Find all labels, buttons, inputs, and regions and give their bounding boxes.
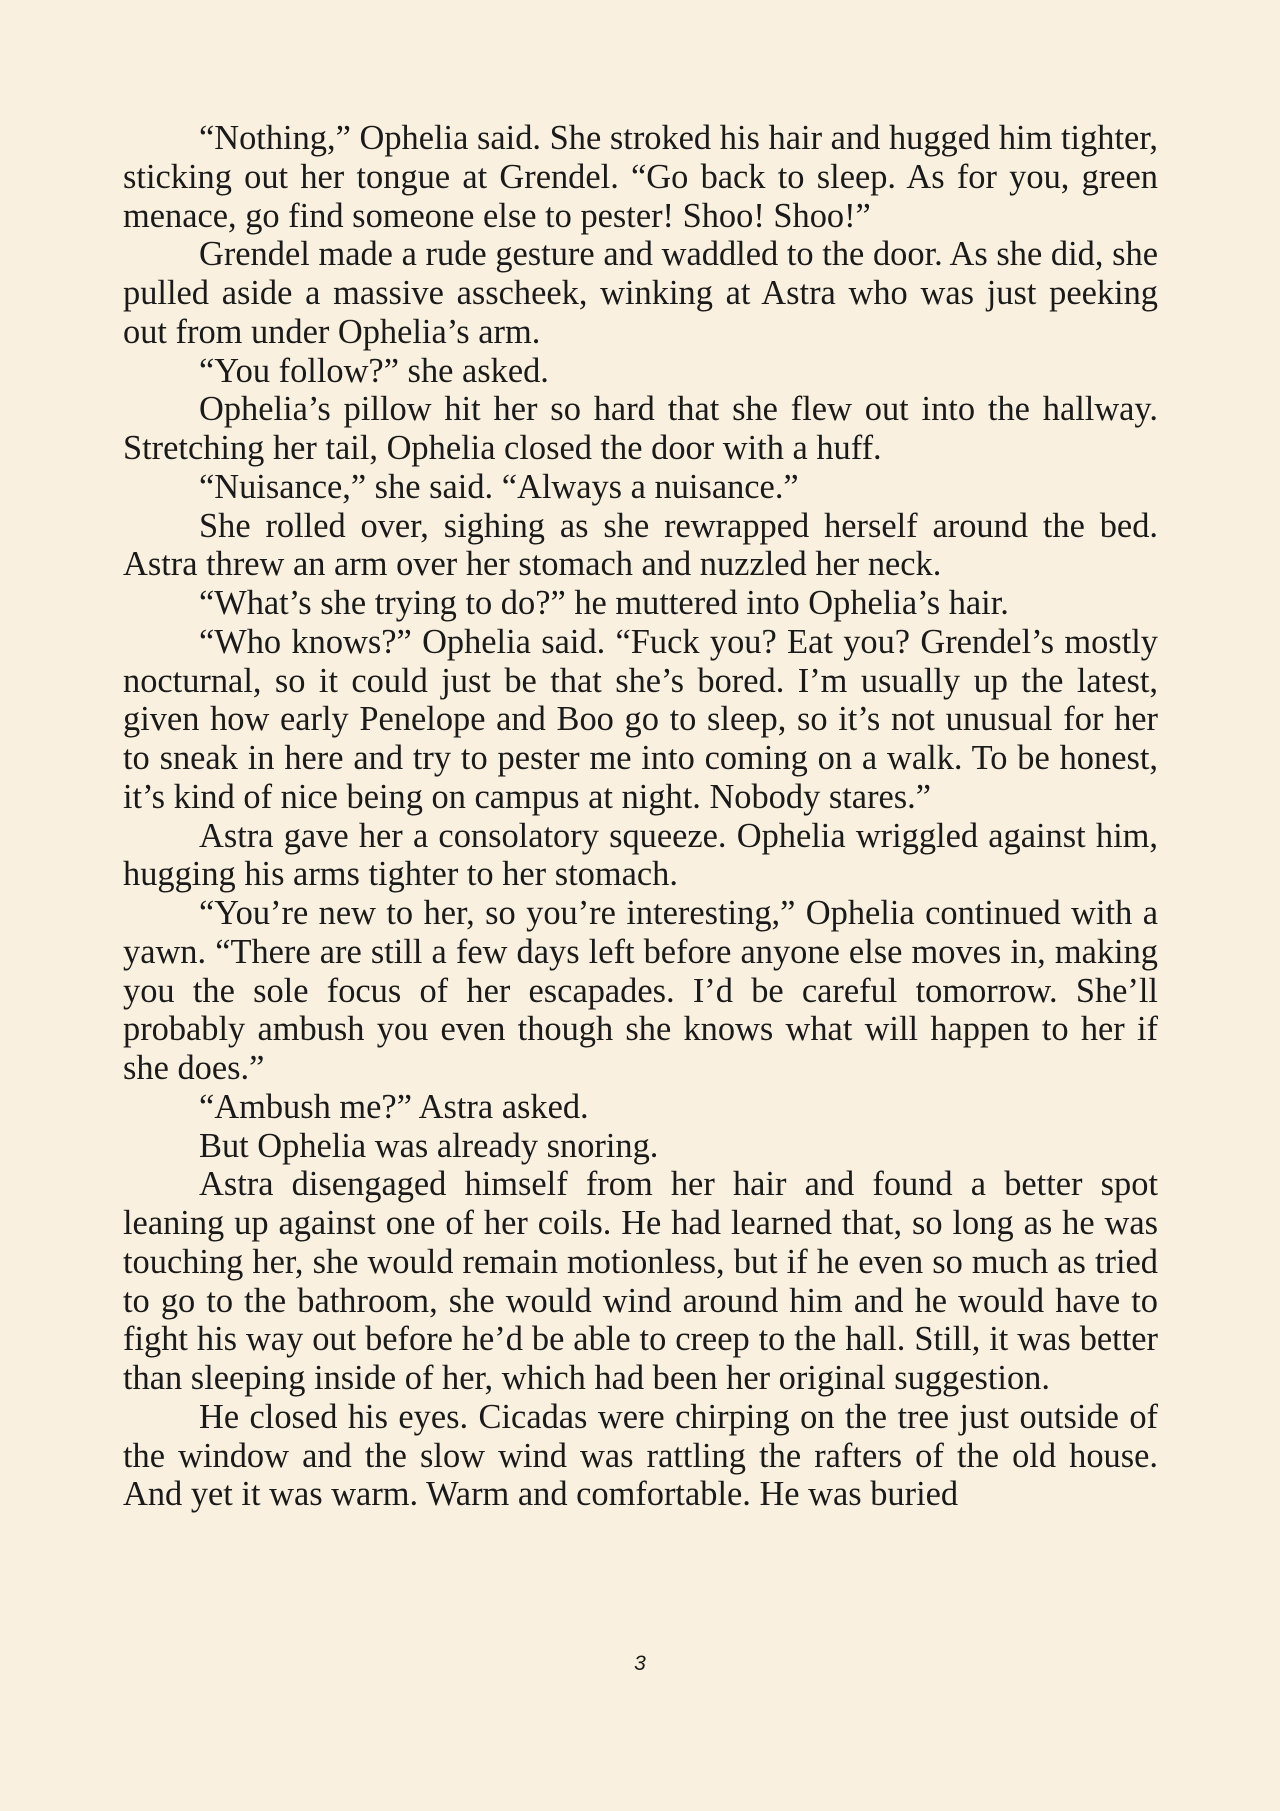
page-body — [123, 119, 1158, 1514]
paragraph: Astra disengaged himself from her hair and found a better spot leaning up against one of her coils. He had learned that, so long as he was touching her, she would remain motionless, but if he even so much as tried to go to the bathroom, she would wind around him and he would have to fight his way out before he’d be able to creep to the hall. Still, it was better than sleeping inside of her, which had been her original suggestion. — [123, 1165, 1158, 1397]
page-number: 3 — [634, 1652, 646, 1675]
paragraph: “You follow?” she asked. — [199, 351, 549, 390]
paragraph: “Who knows?” Ophelia said. “Fuck you? Eat you? Grendel’s mostly nocturnal, so it could just be that she’s bored. I’m usually up the latest, given how early Penelope and Boo go to sleep, so it’s not unusual for her to sneak in here and try to pester me into coming on a walk. To be honest, it’s kind of nice being on campus at night. Nobody stares.” — [123, 622, 1158, 816]
paragraph: “Ambush me?” Astra asked. — [199, 1087, 589, 1126]
paragraph: “You’re new to her, so you’re interesting,” Ophelia continued with a yawn. “There are still a few days left before anyone else moves in, making you the sole focus of her escapades. I’d be careful tomorrow. She’ll probably ambush you even though she knows what will happen to her if she does.” — [123, 894, 1158, 1087]
paragraph: “Nuisance,” she said. “Always a nuisance.” — [199, 467, 799, 506]
paragraph: “What’s she trying to do?” he muttered into Ophelia’s hair. — [199, 584, 1009, 622]
paragraph: “Nothing,” Ophelia said. She stroked his hair and hugged him tighter, sticking out her tongue at Grendel. “Go back to sleep. As for you, green menace, go find someone else to pester! Shoo! Shoo!” — [123, 119, 1158, 235]
paragraph: Astra gave her a consolatory squeeze. Ophelia wriggled against him, hugging his arms tighter to her stomach. — [123, 816, 1158, 894]
paragraph: Grendel made a rude gesture and waddled to the door. As she did, she pulled aside a massive asscheek, winking at Astra who was just peeking out from under Ophelia’s arm. — [123, 235, 1158, 351]
paragraph: But Ophelia was already snoring. — [199, 1126, 659, 1165]
paragraph: Ophelia’s pillow hit her so hard that she flew out into the hallway. Stretching her tail, Ophelia closed the door with a huff. — [123, 390, 1158, 467]
paragraph: She rolled over, sighing as she rewrapped herself around the bed. Astra threw an arm over her stomach and nuzzled her neck. — [123, 506, 1158, 584]
paragraph: He closed his eyes. Cicadas were chirping on the tree just outside of the window and the slow wind was rattling the rafters of the old house. And yet it was warm. Warm and comfortable. He was buried — [123, 1397, 1158, 1514]
